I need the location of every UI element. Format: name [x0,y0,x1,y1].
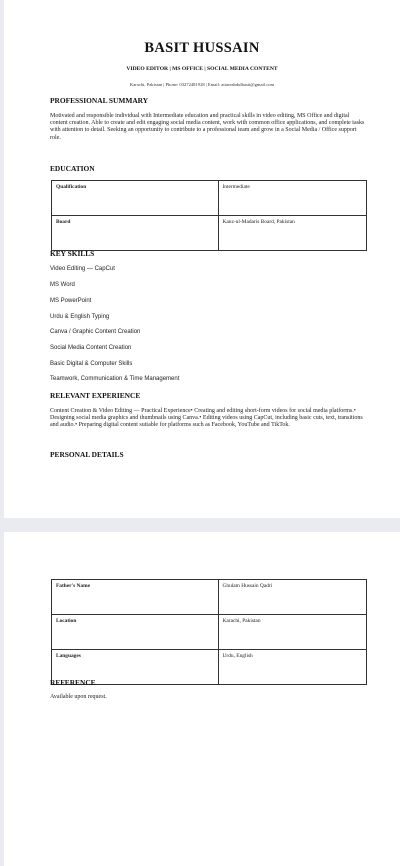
experience-heading: RELEVANT EXPERIENCE [50,391,141,400]
education-heading: EDUCATION [50,164,95,173]
table-row [52,650,367,685]
table-row [52,181,367,216]
table-row [52,615,367,650]
skill-item: Basic Digital & Computer Skills [50,361,133,367]
skill-item: MS PowerPoint [50,298,92,304]
summary-text: Motivated and responsible individual with Intermediate education and practical skills in video editing, MS Office and digital content creation. Able to create and edit engaging social media content, work with common office applications, and complete tasks with attention to detail. Seeking an opportunity to contribute to a professional team and grow in a Social Media / Office support role. [50,113,365,141]
contact-line: Karachi, Pakistan | Phone: 03272481928 | Email: attareabdulbasit@gmail.com [129,82,275,87]
table-cell-value: Kanz-ul-Madaris Board, Pakistan [218,216,367,251]
table-row [52,580,367,615]
table-cell-value: Ghulam Hussain Qadri [218,580,367,615]
table-cell-value: Urdu, English [218,650,367,685]
skill-item: Social Media Content Creation [50,345,132,351]
resume-page-2 [4,532,400,866]
table-cell-label: Father's Name [52,580,219,615]
reference-text: Available upon request. [50,694,107,700]
personal-details-table [51,579,367,685]
table-cell-label: Languages [52,650,219,685]
skill-item: Canva / Graphic Content Creation [50,329,141,335]
table-row [52,216,367,251]
table-cell-value: Intermediate [218,181,367,216]
candidate-name: BASIT HUSSAIN [144,40,260,56]
summary-heading: PROFESSIONAL SUMMARY [50,96,149,105]
personal-details-heading: PERSONAL DETAILS [50,450,124,459]
skill-item: MS Word [50,282,75,288]
job-title-line: VIDEO EDITOR | MS OFFICE | SOCIAL MEDIA CONTENT [126,66,278,72]
education-table [51,180,367,251]
experience-text: Content Creation & Video Editing — Practical Experience• Creating and editing short-form videos for social media platforms.• Designing social media graphics and thumbnails using Canva.• Editing videos using CapCut, including basic cuts, text, transitions and audio.• Preparing digital content suitable for platforms such as Facebook, YouTube and TikTok. [50,408,363,429]
skill-item: Teamwork, Communication & Time Management [50,376,180,382]
table-cell-label: Board [52,216,219,251]
table-cell-label: Location [52,615,219,650]
resume-page-1 [4,0,400,518]
skills-heading: KEY SKILLS [50,249,95,258]
table-cell-value: Karachi, Pakistan [218,615,367,650]
reference-heading: REFERENCE [50,678,96,687]
table-cell-label: Qualification [52,181,219,216]
skill-item: Video Editing — CapCut [50,266,115,272]
skill-item: Urdu & English Typing [50,314,110,320]
